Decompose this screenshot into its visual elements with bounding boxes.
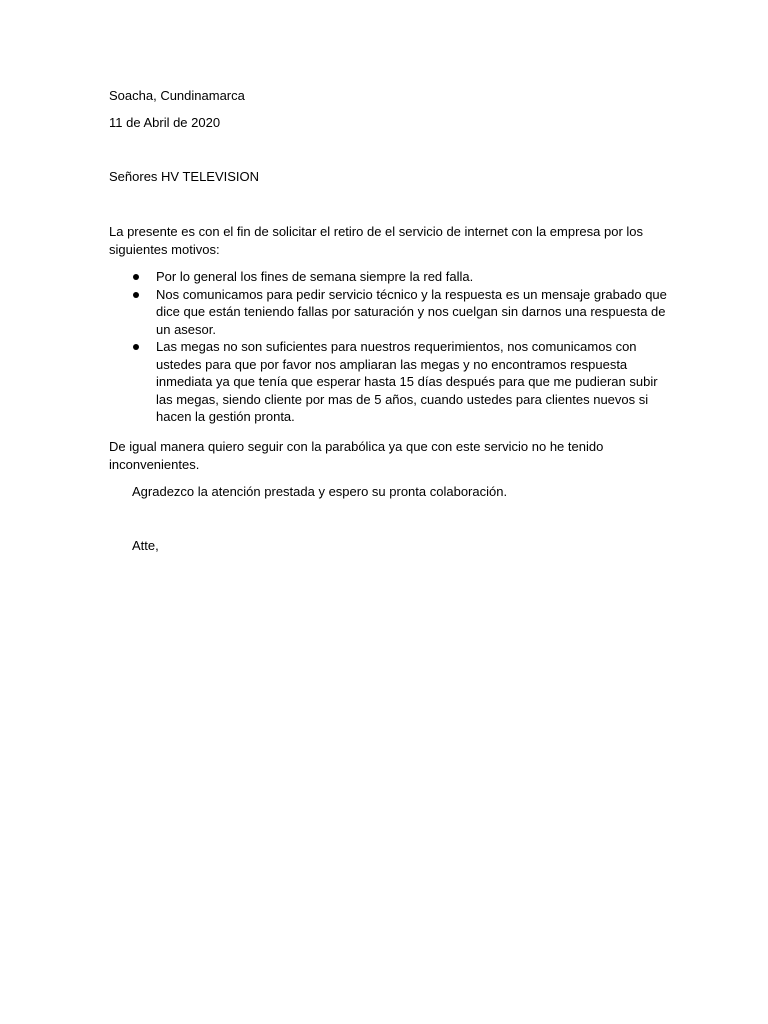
letter-date: 11 de Abril de 2020 bbox=[109, 115, 221, 130]
letter-recipient: Señores HV TELEVISION bbox=[109, 169, 260, 184]
letter-closing: Atte, bbox=[132, 538, 159, 553]
letter-continuation: De igual manera quiero seguir con la parabólica ya que con este servicio no he tenido inconvenientes. bbox=[109, 439, 604, 472]
list-item bbox=[109, 338, 669, 426]
list-item bbox=[109, 286, 669, 339]
bullet-icon bbox=[133, 274, 139, 280]
bullet-icon bbox=[133, 292, 139, 298]
letter-place: Soacha, Cundinamarca bbox=[109, 88, 245, 103]
bullet-icon bbox=[133, 344, 139, 350]
reason-text: Las megas no son suficientes para nuestros requerimientos, nos comunicamos con ustedes para que por favor nos ampliaran las megas y no encontramos respuesta inmediata ya que tenía que esperar hasta 15 días después para que me pudieran subir las megas, siendo cliente por mas de 5 años, cuando ustedes para clientes nuevos si hacen la gestión pronta. bbox=[156, 339, 658, 424]
reason-text: Nos comunicamos para pedir servicio técnico y la respuesta es un mensaje grabado que dice que están teniendo fallas por saturación y nos cuelgan sin darnos una respuesta de un asesor. bbox=[156, 286, 667, 337]
list-item bbox=[109, 268, 669, 286]
reasons-list bbox=[109, 268, 669, 426]
letter-thanks: Agradezco la atención prestada y espero su pronta colaboración. bbox=[132, 484, 508, 499]
letter-intro: La presente es con el fin de solicitar el retiro de el servicio de internet con la empresa por los siguientes motivos: bbox=[109, 224, 644, 257]
reason-text: Por lo general los fines de semana siempre la red falla. bbox=[156, 269, 474, 284]
